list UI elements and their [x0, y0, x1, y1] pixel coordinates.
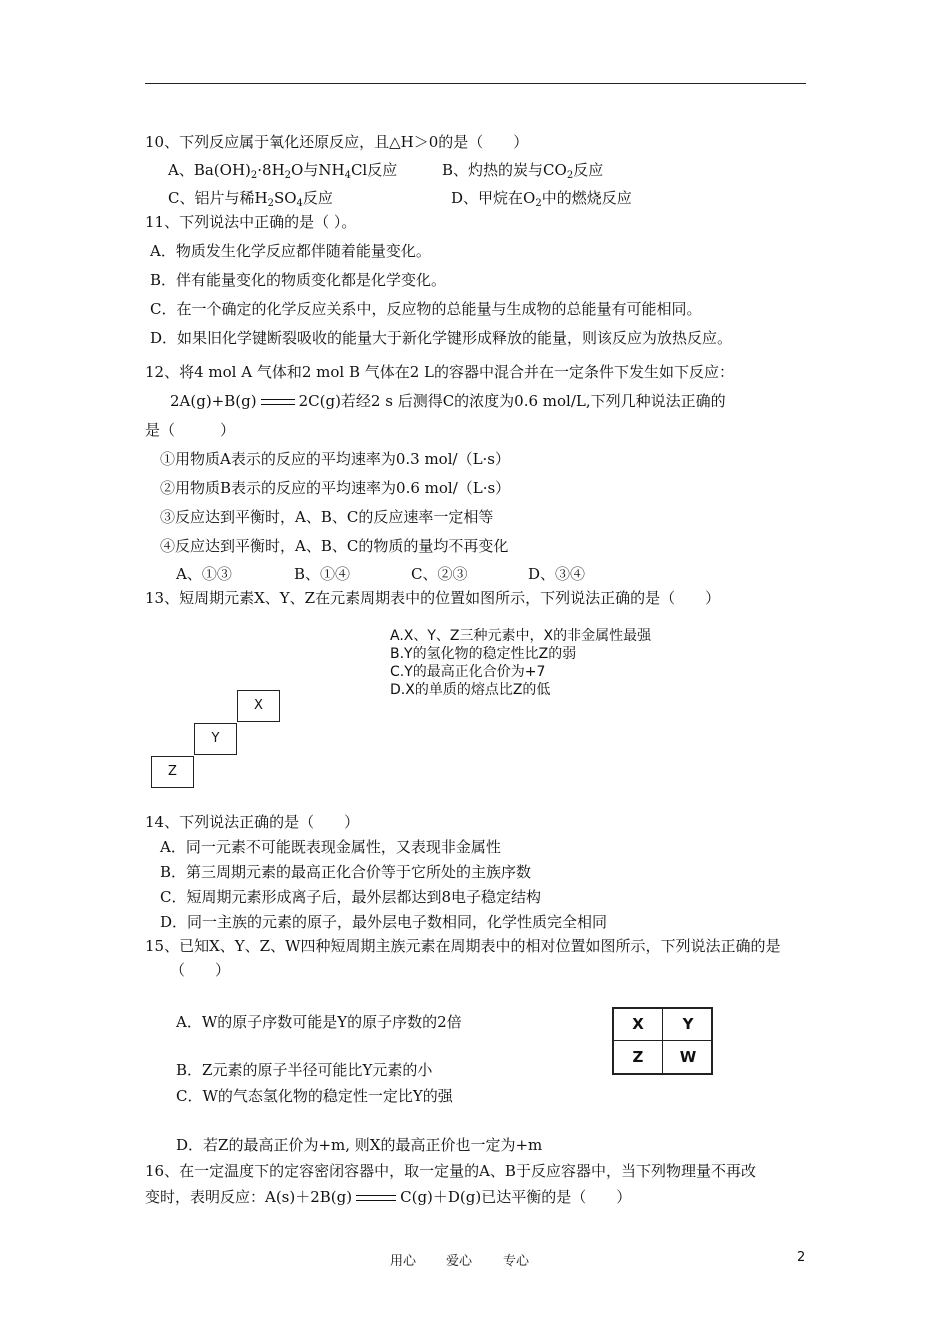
q15-cell-w: W [679, 1048, 697, 1066]
q12-option-c: C、②③ [411, 565, 468, 583]
q12-statement-1: ①用物质A表示的反应的平均速率为0.3 mol/（L·s） [160, 450, 510, 468]
q14-stem: 14、下列说法正确的是（ ） [145, 813, 360, 831]
q12-equation-line: 2A(g)+B(g) 2C(g)若经2 s 后测得C的浓度为0.6 mol/L,下列几种说法正确的 [170, 392, 726, 410]
q11-option-a: A．物质发生化学反应都伴随着能量变化。 [150, 242, 431, 260]
q13-option-d: D.X的单质的熔点比Z的低 [390, 682, 551, 698]
q15-option-a: A．W的原子序数可能是Y的原子序数的2倍 [176, 1013, 462, 1031]
q15-option-b: B．Z元素的原子半径可能比Y元素的小 [176, 1061, 433, 1079]
q13-stem: 13、短周期元素X、Y、Z在元素周期表中的位置如图所示，下列说法正确的是（ ） [145, 589, 721, 607]
q15-option-d: D．若Z的最高正价为+m, 则X的最高正价也一定为+m [176, 1136, 543, 1154]
q12-option-a: A、①③ [176, 565, 232, 583]
q12-statement-2: ②用物质B表示的反应的平均速率为0.6 mol/（L·s） [160, 479, 511, 497]
page-number: 2 [797, 1250, 806, 1265]
q15-stem: 15、已知X、Y、Z、W四种短周期主族元素在周期表中的相对位置如图所示，下列说法正确的是 [145, 937, 781, 955]
q11-option-c: C．在一个确定的化学反应关系中，反应物的总能量与生成物的总能量有可能相同。 [150, 300, 702, 318]
q10-option-b: B、灼热的炭与$CO_2$反应 [442, 161, 604, 181]
q14-option-b: B．第三周期元素的最高正化合价等于它所处的主族序数 [160, 863, 532, 881]
q10-option-c: C、铝片与稀$H_2SO_4$反应 [168, 189, 333, 209]
q15-option-c: C．W的气态氢化物的稳定性一定比Y的强 [176, 1087, 453, 1105]
q16-stem-line2: 变时，表明反应：A(s)＋2B(g) C(g)＋D(g)已达平衡的是（ ） [145, 1188, 632, 1206]
q12-option-b: B、①④ [294, 565, 351, 583]
q13-option-a: A.X、Y、Z三种元素中，X的非金属性最强 [390, 628, 652, 644]
q13-cell-z: Z [151, 756, 194, 788]
q10-option-a: A、$Ba(OH)_2\cdot 8H_2O$与$NH_4Cl$反应 [168, 161, 398, 181]
q14-option-a: A．同一元素不可能既表现金属性，又表现非金属性 [160, 838, 501, 856]
equilibrium-arrow-icon [356, 1192, 396, 1204]
q10-option-d: D、甲烷在$O_2$中的燃烧反应 [451, 189, 632, 209]
footer-motto-1: 用心 [390, 1254, 417, 1269]
q15-stem-end: （ ） [170, 961, 231, 979]
q15-cell-z: Z [632, 1048, 644, 1066]
q15-cell-x: X [632, 1015, 644, 1033]
q14-option-c: C．短周期元素形成离子后，最外层都达到8电子稳定结构 [160, 888, 542, 906]
q13-cell-y: Y [194, 723, 237, 755]
q11-option-b: B．伴有能量变化的物质变化都是化学变化。 [150, 271, 447, 289]
q11-option-d: D．如果旧化学键断裂吸收的能量大于新化学键形成释放的能量，则该反应为放热反应。 [150, 329, 733, 347]
q12-option-d: D、③④ [528, 565, 586, 583]
q11-stem: 11、下列说法中正确的是（ ）。 [145, 213, 357, 231]
q14-option-d: D．同一主族的元素的原子，最外层电子数相同，化学性质完全相同 [160, 913, 608, 931]
q12-stem: 12、将4 mol A 气体和2 mol B 气体在2 L的容器中混合并在一定条件下发生如下反应： [145, 363, 735, 381]
equilibrium-arrow-icon [261, 396, 295, 408]
q13-option-b: B.Y的氢化物的稳定性比Z的弱 [390, 646, 577, 662]
q15-periodic-grid [612, 1007, 713, 1075]
q12-stem-end: 是（ ） [145, 421, 236, 439]
q13-cell-x: X [237, 690, 280, 722]
footer-motto-2: 爱心 [446, 1254, 473, 1269]
q13-option-c: C.Y的最高正化合价为+7 [390, 664, 546, 680]
q16-stem: 16、在一定温度下的定容密闭容器中，取一定量的A、B于反应容器中，当下列物理量不再改 [145, 1162, 756, 1180]
footer-motto-3: 专心 [503, 1254, 530, 1269]
header-rule [145, 83, 806, 84]
q12-statement-4: ④反应达到平衡时，A、B、C的物质的量均不再变化 [160, 537, 509, 555]
q10-stem: 10、下列反应属于氧化还原反应，且△H＞0的是（ ） [145, 133, 529, 151]
q15-cell-y: Y [682, 1015, 694, 1033]
q12-statement-3: ③反应达到平衡时，A、B、C的反应速率一定相等 [160, 508, 494, 526]
